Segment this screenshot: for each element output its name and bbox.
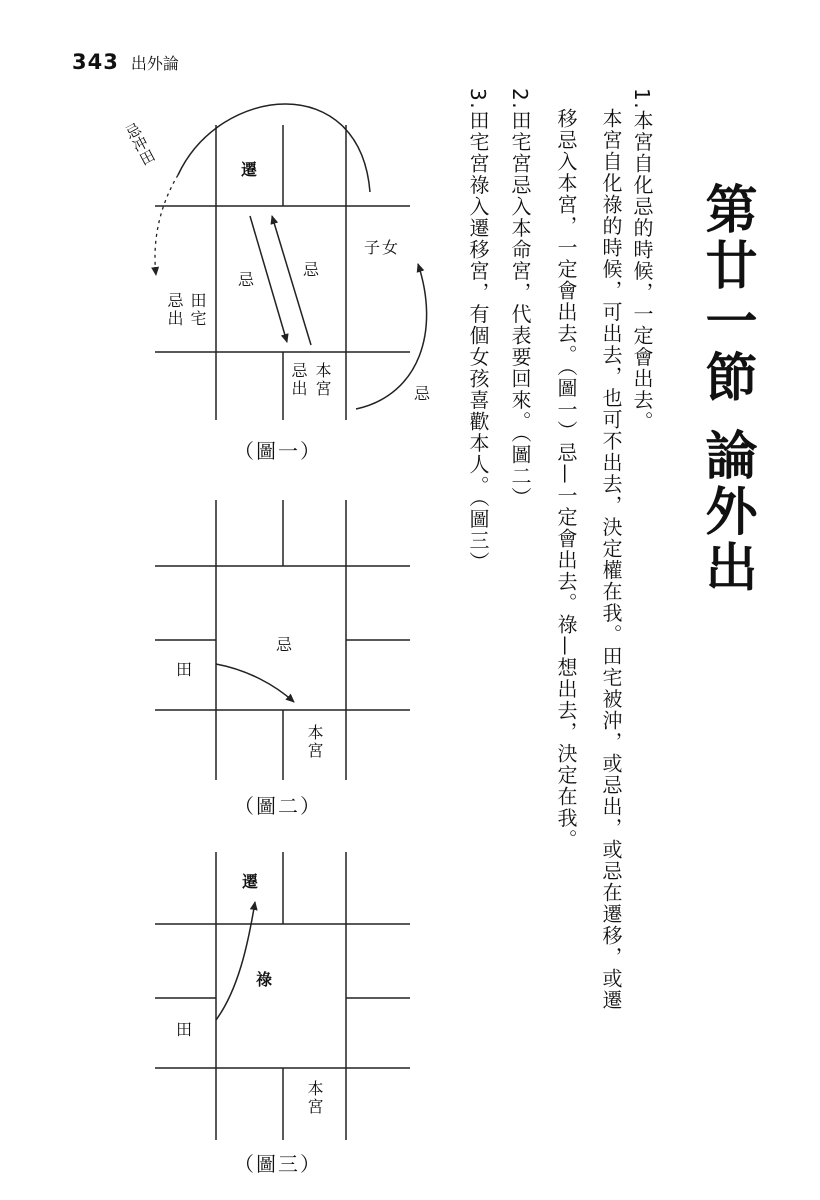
fig2-label-ji: 忌 xyxy=(276,635,293,654)
paragraph-4: 2.田宅宮忌入本命宮，代表要回來。（圖二） xyxy=(508,88,532,509)
figure-2-arrow xyxy=(216,664,294,702)
paragraph-2: 本宮自化祿的時候，可出去，也可不出去，決定權在我。田宅被沖，或忌出，或忌在遷移，或遷 xyxy=(599,108,623,1011)
figure-3-grid xyxy=(155,852,410,1140)
paragraph-1: 1.本宮自化忌的時候，一定會出去。 xyxy=(630,88,654,433)
fig3-label-qian: 遷 xyxy=(242,872,259,891)
fig1-label-bengong: 本宮 xyxy=(313,362,332,398)
fig3-label-bengong: 本宮 xyxy=(305,1080,324,1116)
fig1-label-zinu: 子女 xyxy=(364,238,401,257)
figure-3-arrow xyxy=(216,902,255,1020)
fig1-label-ji-chong-tian: 忌冲田 xyxy=(121,120,159,169)
fig1-label-tianzhai: 田宅 xyxy=(188,292,207,328)
figure-1-dashed-arc xyxy=(155,175,178,275)
figure-3-caption: （圖三） xyxy=(234,1152,322,1176)
running-title: 出外論 xyxy=(130,54,179,73)
fig1-label-jichu-bottom: 忌出 xyxy=(289,362,308,398)
fig1-label-jichu-left: 忌出 xyxy=(165,292,184,328)
fig3-label-lu: 祿 xyxy=(256,970,273,989)
fig3-label-tian: 田 xyxy=(176,1020,193,1039)
fig2-label-bengong: 本宮 xyxy=(305,724,324,760)
fig1-label-ji-right: 忌 xyxy=(303,260,320,279)
fig2-label-tian: 田 xyxy=(176,660,193,679)
fig1-label-ji-outer: 忌 xyxy=(414,384,431,403)
figure-1-top-arc xyxy=(178,104,370,192)
paragraph-3: 移忌入本宮，一定會出去。（圖一）忌—一定會出去。祿—想出去，決定在我。 xyxy=(554,108,578,851)
figure-1-grid xyxy=(155,125,410,420)
figure-1-caption: （圖一） xyxy=(234,439,322,463)
section-title: 第廿一節 論外出 xyxy=(696,182,756,597)
fig1-label-ji-left: 忌 xyxy=(238,270,255,289)
paragraph-5: 3.田宅宮祿入遷移宮，有個女孩喜歡本人。（圖三） xyxy=(466,88,490,574)
fig1-label-qian: 遷 xyxy=(241,160,258,179)
figure-2-caption: （圖二） xyxy=(234,794,322,818)
page-number: 343 xyxy=(72,50,119,74)
